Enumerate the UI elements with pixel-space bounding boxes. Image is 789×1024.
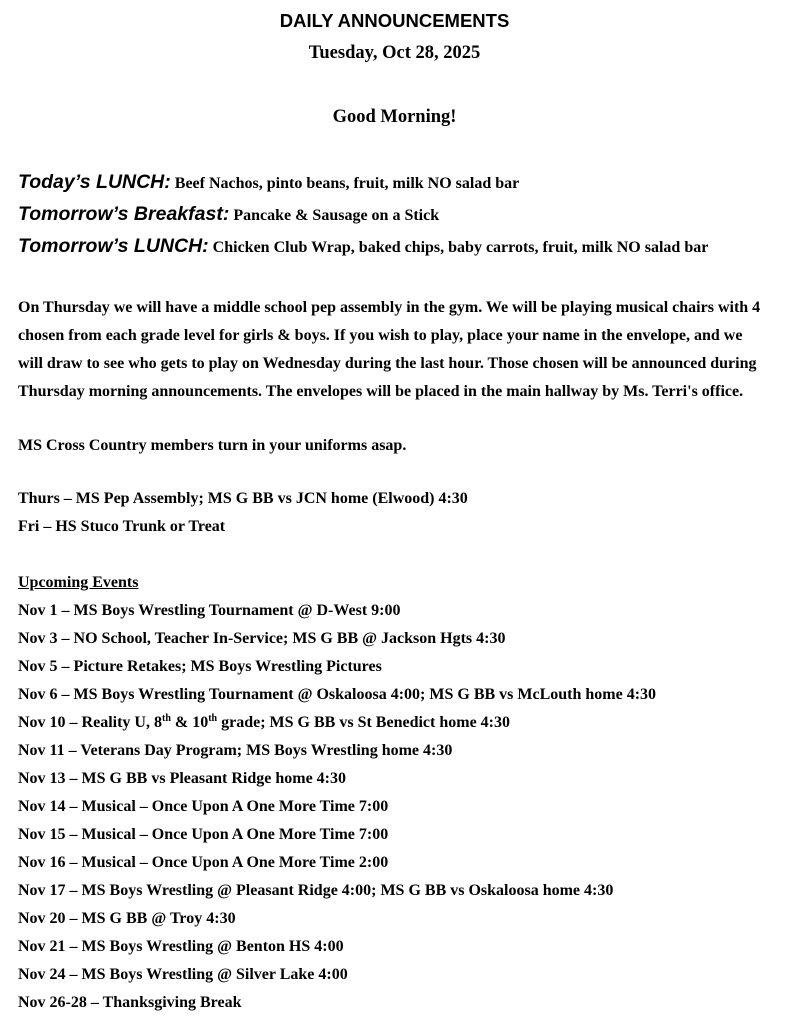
event-item: Nov 16 – Musical – Once Upon A One More Time 2:00 (18, 854, 389, 871)
tomorrow-breakfast-text: Pancake & Sausage on a Stick (233, 207, 440, 224)
upcoming-events-heading: Upcoming Events (18, 574, 139, 591)
tomorrow-lunch-text: Chicken Club Wrap, baked chips, baby carrots, fruit, milk NO salad bar (212, 239, 709, 256)
paragraph-line: On Thursday we will have a middle school pep assembly in the gym. We will be playing musical chairs with 4 (18, 299, 761, 316)
event-item: Nov 3 – NO School, Teacher In-Service; MS G BB @ Jackson Hgts 4:30 (18, 630, 506, 647)
today-lunch (18, 171, 519, 194)
paragraph-line: chosen from each grade level for girls & boys. If you wish to play, place your name in the envelope, and we (18, 327, 743, 344)
tomorrow-lunch (18, 235, 708, 258)
tomorrow-breakfast (18, 203, 439, 226)
tomorrow-breakfast-label: Tomorrow’s Breakfast: (18, 203, 230, 225)
page-title: DAILY ANNOUNCEMENTS (279, 10, 510, 31)
tomorrow-lunch-label: Tomorrow’s LUNCH: (18, 235, 209, 257)
event-item: Nov 1 – MS Boys Wrestling Tournament @ D-West 9:00 (18, 602, 401, 619)
event-item: Nov 14 – Musical – Once Upon A One More Time 7:00 (18, 798, 389, 815)
event-item: Nov 17 – MS Boys Wrestling @ Pleasant Ridge 4:00; MS G BB vs Oskaloosa home 4:30 (18, 882, 614, 899)
announcement-date: Tuesday, Oct 28, 2025 (308, 43, 481, 63)
event-item: Nov 11 – Veterans Day Program; MS Boys Wrestling home 4:30 (18, 742, 453, 759)
ordinal-suffix: th (161, 713, 171, 724)
pep-assembly-paragraph (18, 294, 783, 406)
greeting: Good Morning! (332, 107, 457, 127)
paragraph-line: Thursday morning announcements. The envelopes will be placed in the main hallway by Ms. Terri's office. (18, 383, 744, 400)
cross-country-notice: MS Cross Country members turn in your uniforms asap. (18, 437, 407, 454)
event-item: Nov 24 – MS Boys Wrestling @ Silver Lake 4:00 (18, 966, 348, 983)
event-item: Nov 5 – Picture Retakes; MS Boys Wrestling Pictures (18, 658, 382, 675)
event-text: Nov 10 – Reality U, 8 (18, 714, 162, 731)
today-lunch-text: Beef Nachos, pinto beans, fruit, milk NO salad bar (174, 175, 520, 192)
event-item: Nov 6 – MS Boys Wrestling Tournament @ Oskaloosa 4:00; MS G BB vs McLouth home 4:30 (18, 686, 657, 703)
event-item: Nov 15 – Musical – Once Upon A One More Time 7:00 (18, 826, 389, 843)
event-item-nov-10 (18, 713, 510, 733)
event-item: Nov 20 – MS G BB @ Troy 4:30 (18, 910, 236, 927)
thursday-schedule: Thurs – MS Pep Assembly; MS G BB vs JCN home (Elwood) 4:30 (18, 490, 468, 507)
event-item: Nov 13 – MS G BB vs Pleasant Ridge home 4:30 (18, 770, 346, 787)
event-text: grade; MS G BB vs St Benedict home 4:30 (217, 714, 510, 731)
ordinal-suffix: th (208, 713, 218, 724)
event-item: Nov 26-28 – Thanksgiving Break (18, 994, 242, 1011)
today-lunch-label: Today’s LUNCH: (18, 171, 171, 193)
paragraph-line: will draw to see who gets to play on Wednesday during the last hour. Those chosen will be announced during (18, 355, 757, 372)
friday-schedule: Fri – HS Stuco Trunk or Treat (18, 518, 226, 535)
event-item: Nov 21 – MS Boys Wrestling @ Benton HS 4:00 (18, 938, 344, 955)
event-text: & 10 (170, 714, 209, 731)
